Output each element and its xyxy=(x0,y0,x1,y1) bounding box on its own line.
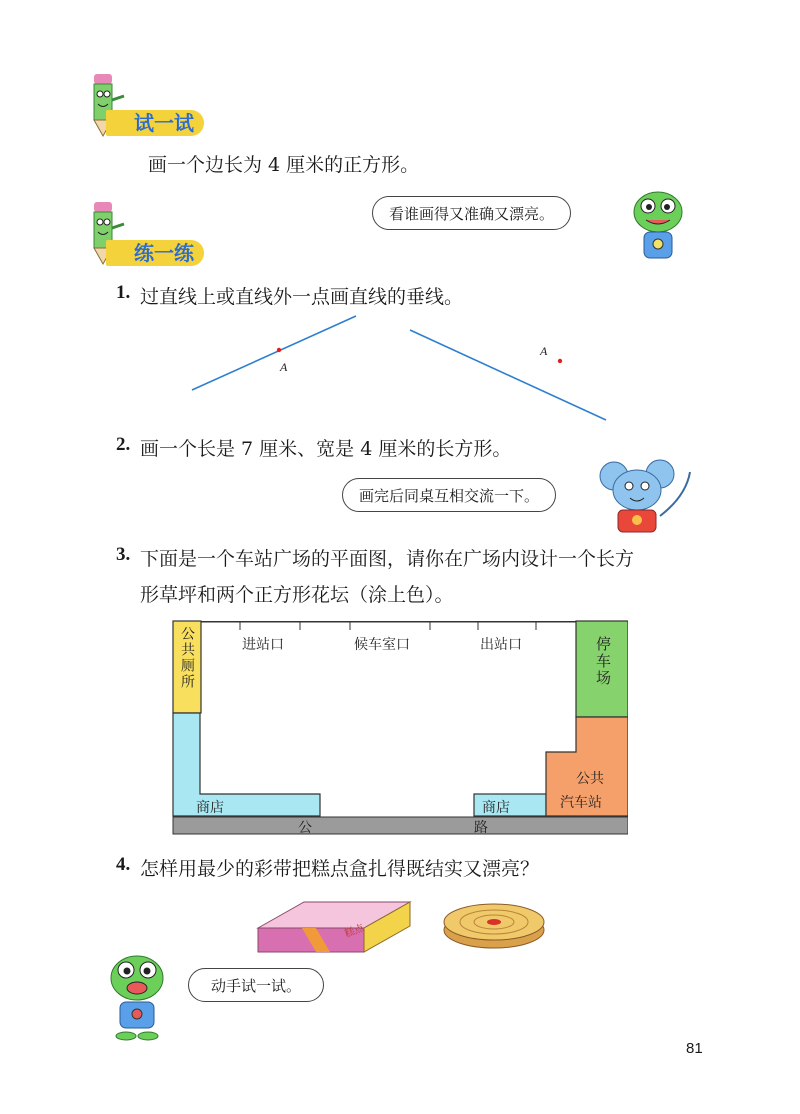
try-it-heading: 试一试 xyxy=(106,110,204,136)
frog-mascot-bottom-icon xyxy=(104,950,170,1042)
q4-text: 怎样用最少的彩带把糕点盒扎得既结实又漂亮？ xyxy=(140,858,540,880)
mouse-mascot-icon xyxy=(594,456,700,536)
point-off-line xyxy=(558,359,562,363)
map-label-entrance: 进站口 xyxy=(242,637,284,653)
cake-box-illustration xyxy=(256,898,412,958)
line-right xyxy=(410,330,606,420)
map-label-road-right: 路 xyxy=(474,820,488,836)
map-label-waiting-room: 候车室口 xyxy=(354,637,410,653)
q1-point-label-a-off-line: A xyxy=(540,344,548,358)
point-on-line xyxy=(277,348,281,352)
q2-number: 2. xyxy=(116,434,131,455)
map-label-road-left: 公 xyxy=(298,820,312,836)
q1-text: 过直线上或直线外一点画直线的垂线。 xyxy=(140,286,464,308)
map-label-exit: 出站口 xyxy=(480,637,522,653)
practice-heading: 练一练 xyxy=(106,240,204,266)
round-cake-illustration xyxy=(442,898,546,950)
page-number: 81 xyxy=(686,1040,703,1057)
map-label-parking: 停车场 xyxy=(594,636,612,687)
q3-number: 3. xyxy=(116,544,131,565)
cake-box-label: 糕点 xyxy=(343,922,366,940)
q3-text-line2: 形草坪和两个正方形花坛（涂上色）。 xyxy=(140,584,454,606)
try-it-text: 画一个边长为 4 厘米的正方形。 xyxy=(148,154,420,176)
map-label-shop-right: 商店 xyxy=(482,800,510,816)
q1-number: 1. xyxy=(116,282,131,303)
q1-point-label-a-on-line: A xyxy=(280,360,288,374)
line-left xyxy=(192,316,356,390)
q1-lines-figure xyxy=(180,310,620,428)
road-strip xyxy=(173,817,628,834)
map-label-bus-station-line2: 汽车站 xyxy=(560,795,602,811)
speech-bubble-practice: 看谁画得又准确又漂亮。 xyxy=(372,196,571,230)
speech-bubble-q4: 动手试一试。 xyxy=(188,968,324,1002)
map-label-bus-station-line1: 公共 xyxy=(576,771,604,787)
speech-bubble-q2: 画完后同桌互相交流一下。 xyxy=(342,478,556,512)
q4-number: 4. xyxy=(116,854,131,875)
q2-text: 画一个长是 7 厘米、宽是 4 厘米的长方形。 xyxy=(140,438,512,460)
station-plaza-map xyxy=(172,620,628,836)
q3-text-line1: 下面是一个车站广场的平面图，请你在广场内设计一个长方 xyxy=(140,548,635,570)
map-label-shop-left: 商店 xyxy=(196,800,224,816)
frog-mascot-icon xyxy=(628,186,688,268)
map-label-public-toilet: 公共厕所 xyxy=(179,626,195,690)
top-wall-line xyxy=(200,621,576,623)
